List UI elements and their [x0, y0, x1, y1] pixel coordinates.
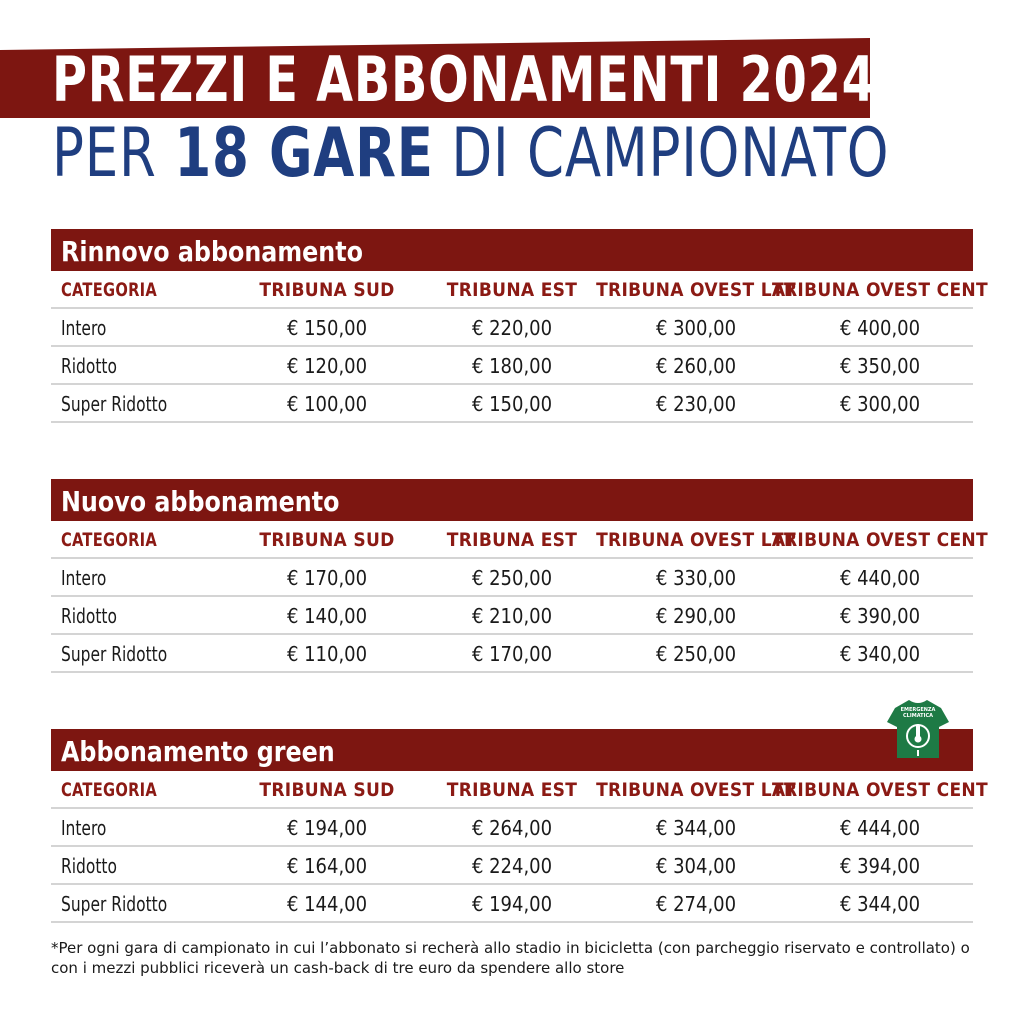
table-header-row: CATEGORIA TRIBUNA SUD TRIBUNA EST TRIBUNA OVEST LAT TRIBUNA OVEST CENT: [51, 771, 973, 809]
subtitle-pre: PER: [52, 114, 175, 193]
category-cell: Ridotto: [61, 854, 117, 878]
section-header: [51, 229, 973, 271]
column-header: CATEGORIA: [61, 529, 158, 551]
table-row: Super Ridotto € 144,00 € 194,00 € 274,00 € 344,00: [51, 885, 973, 923]
table-row: Intero € 170,00 € 250,00 € 330,00 € 440,00: [51, 559, 973, 597]
shirt-text-line2: CLIMATICA: [903, 713, 933, 719]
table-header-row: CATEGORIA TRIBUNA SUD TRIBUNA EST TRIBUNA OVEST LAT TRIBUNA OVEST CENT: [51, 521, 973, 559]
page-subtitle: [52, 114, 889, 194]
table-row: Ridotto € 120,00 € 180,00 € 260,00 € 350,00: [51, 347, 973, 385]
subtitle-post: DI CAMPIONATO: [433, 114, 890, 193]
category-cell: Intero: [61, 816, 107, 840]
table-header-row: CATEGORIA TRIBUNA SUD TRIBUNA EST TRIBUNA OVEST LAT TRIBUNA OVEST CENT: [51, 271, 973, 309]
category-cell: Intero: [61, 566, 107, 590]
category-cell: Super Ridotto: [61, 642, 168, 666]
section-header: [51, 729, 973, 771]
table-row: Intero € 150,00 € 220,00 € 300,00 € 400,00: [51, 309, 973, 347]
category-cell: Super Ridotto: [61, 392, 168, 416]
category-cell: Super Ridotto: [61, 892, 168, 916]
section-green: [51, 729, 989, 923]
category-cell: Ridotto: [61, 354, 117, 378]
footnote: *Per ogni gara di campionato in cui l’abbonato si recherà allo stadio in bicicletta (con parcheggio riservato e controllato) o con i mezzi pubblici riceverà un cash-back di tre euro da spendere allo store: [51, 939, 970, 977]
page-title: PREZZI E ABBONAMENTI 2024/25: [52, 43, 962, 116]
section-title: Nuovo abbonamento: [61, 485, 340, 518]
table-row: Super Ridotto € 110,00 € 170,00 € 250,00 € 340,00: [51, 635, 973, 673]
category-cell: Ridotto: [61, 604, 117, 628]
table-row: Super Ridotto € 100,00 € 150,00 € 230,00 € 300,00: [51, 385, 973, 423]
table-row: Intero € 194,00 € 264,00 € 344,00 € 444,00: [51, 809, 973, 847]
subtitle-strong: 18 GARE: [174, 114, 434, 193]
section-title: Abbonamento green: [61, 735, 335, 768]
column-header: CATEGORIA: [61, 279, 158, 301]
section-rinnovo: [51, 229, 989, 423]
green-shirt-thermometer-icon: [885, 696, 951, 762]
section-nuovo: [51, 479, 989, 673]
column-header: CATEGORIA: [61, 779, 158, 801]
section-header: [51, 479, 973, 521]
category-cell: Intero: [61, 316, 107, 340]
section-title: Rinnovo abbonamento: [61, 235, 363, 268]
table-row: Ridotto € 164,00 € 224,00 € 304,00 € 394,00: [51, 847, 973, 885]
table-row: Ridotto € 140,00 € 210,00 € 290,00 € 390,00: [51, 597, 973, 635]
shirt-text-line1: EMERGENZA: [900, 707, 936, 713]
